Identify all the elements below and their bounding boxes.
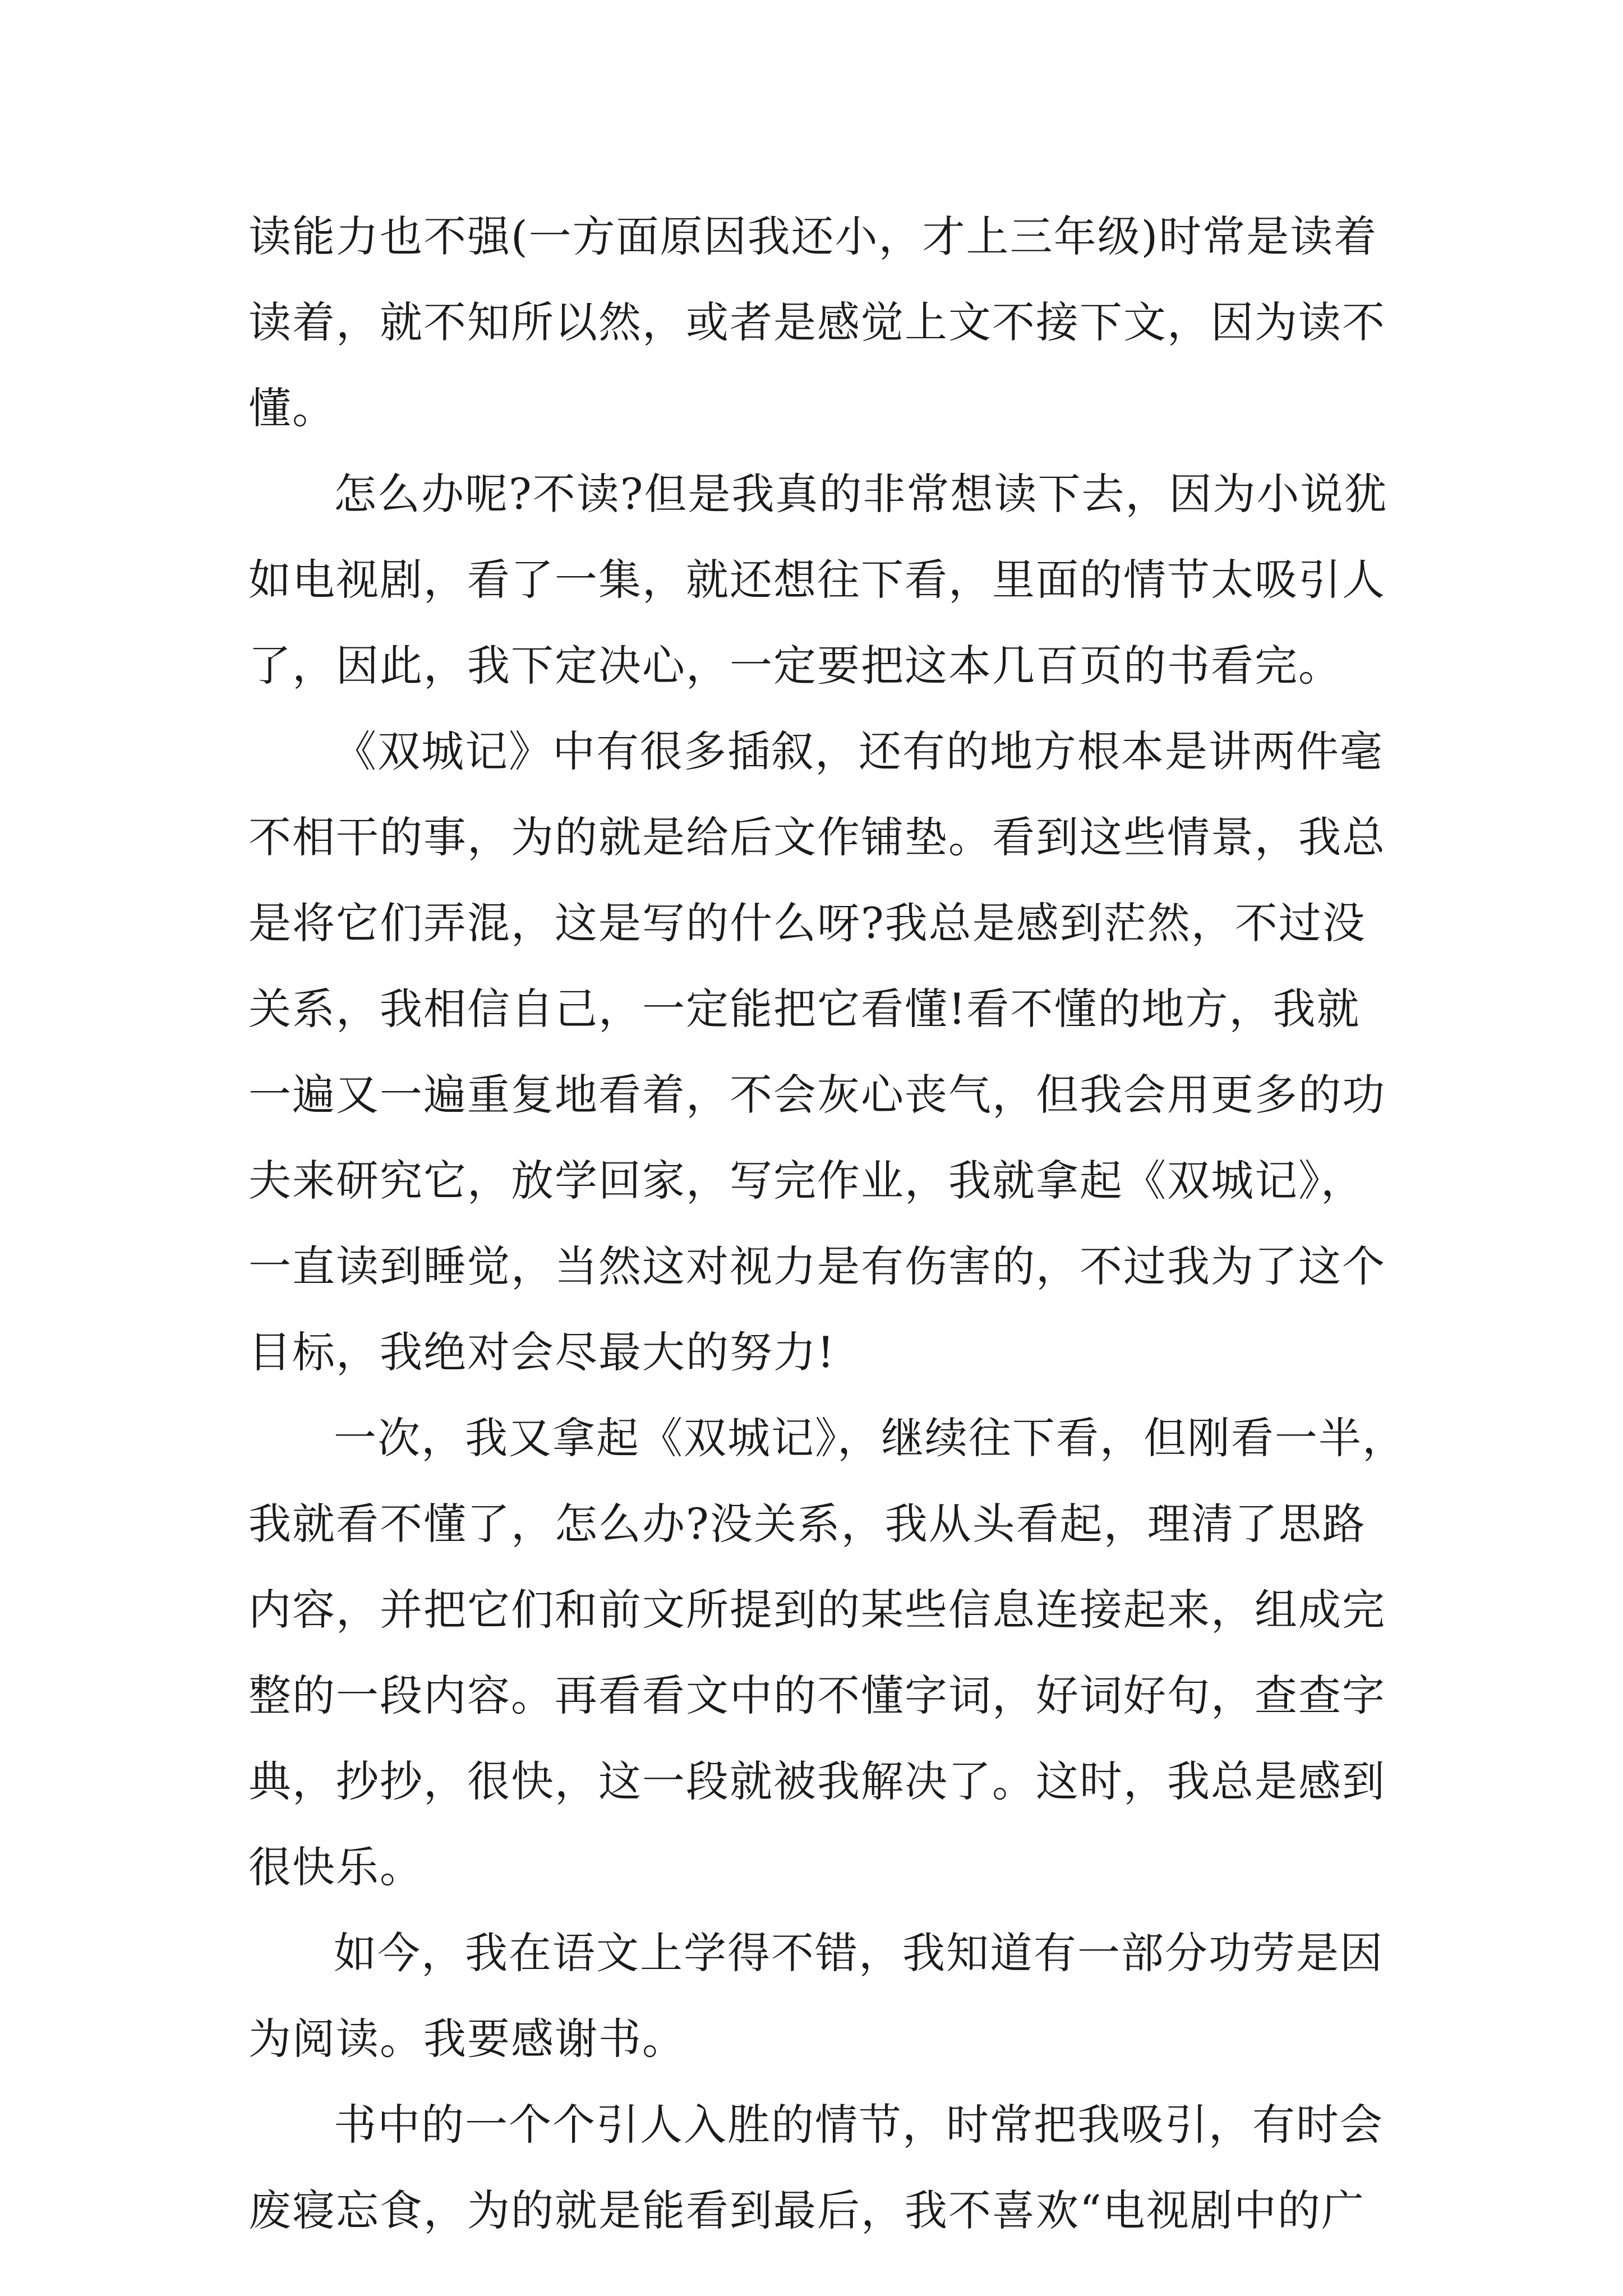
text-line: 废寝忘食，为的就是能看到最后，我不喜欢“电视剧中的广 [248,2185,1365,2235]
text-line: 了，因此，我下定决心，一定要把这本几百页的书看完。 [248,641,1342,691]
text-line: 为阅读。我要感谢书。 [248,2014,686,2064]
paragraph-first-line: 《双城记》中有很多插叙，还有的地方根本是讲两件毫 [334,726,1384,776]
paragraph-first-line: 如今，我在语文上学得不错，我知道有一部分功劳是因 [334,1928,1384,1978]
text-line: 懂。 [248,383,336,433]
text-line: 很快乐。 [248,1842,423,1892]
text-line: 我就看不懂了，怎么办?没关系，我从头看起，理清了思路 [248,1499,1366,1549]
text-line: 一遍又一遍重复地看着，不会灰心丧气，但我会用更多的功 [248,1070,1386,1120]
text-line: 一直读到睡觉，当然这对视力是有伤害的，不过我为了这个 [248,1241,1386,1291]
text-line: 读能力也不强(一方面原因我还小，才上三年级)时常是读着 [248,211,1378,261]
text-line: 夫来研究它，放学回家，写完作业，我就拿起《双城记》， [248,1156,1364,1205]
text-line: 内容，并把它们和前文所提到的某些信息连接起来，组成完 [248,1585,1386,1635]
document-body [248,194,1406,2253]
text-line: 如电视剧，看了一集，就还想往下看，里面的情节太吸引人 [248,555,1386,605]
text-line: 是将它们弄混，这是写的什么呀?我总是感到茫然，不过没 [248,898,1366,948]
paragraph-first-line: 书中的一个个引人入胜的情节，时常把我吸引，有时会 [334,2100,1384,2150]
text-line: 目标，我绝对会尽最大的努力! [248,1327,836,1377]
text-line: 不相干的事，为的就是给后文作铺垫。看到这些情景，我总 [248,812,1386,862]
text-line: 关系，我相信自己，一定能把它看懂!看不懂的地方，我就 [248,984,1361,1034]
text-line: 整的一段内容。再看看文中的不懂字词，好词好句，查查字 [248,1671,1386,1720]
paragraph-first-line: 一次，我又拿起《双城记》，继续往下看，但刚看一半， [334,1413,1406,1463]
text-line: 读着，就不知所以然，或者是感觉上文不接下文，因为读不 [248,297,1386,347]
paragraph-first-line: 怎么办呢?不读?但是我真的非常想读下去，因为小说犹 [334,469,1388,519]
text-line: 典，抄抄，很快，这一段就被我解决了。这时，我总是感到 [248,1756,1386,1806]
